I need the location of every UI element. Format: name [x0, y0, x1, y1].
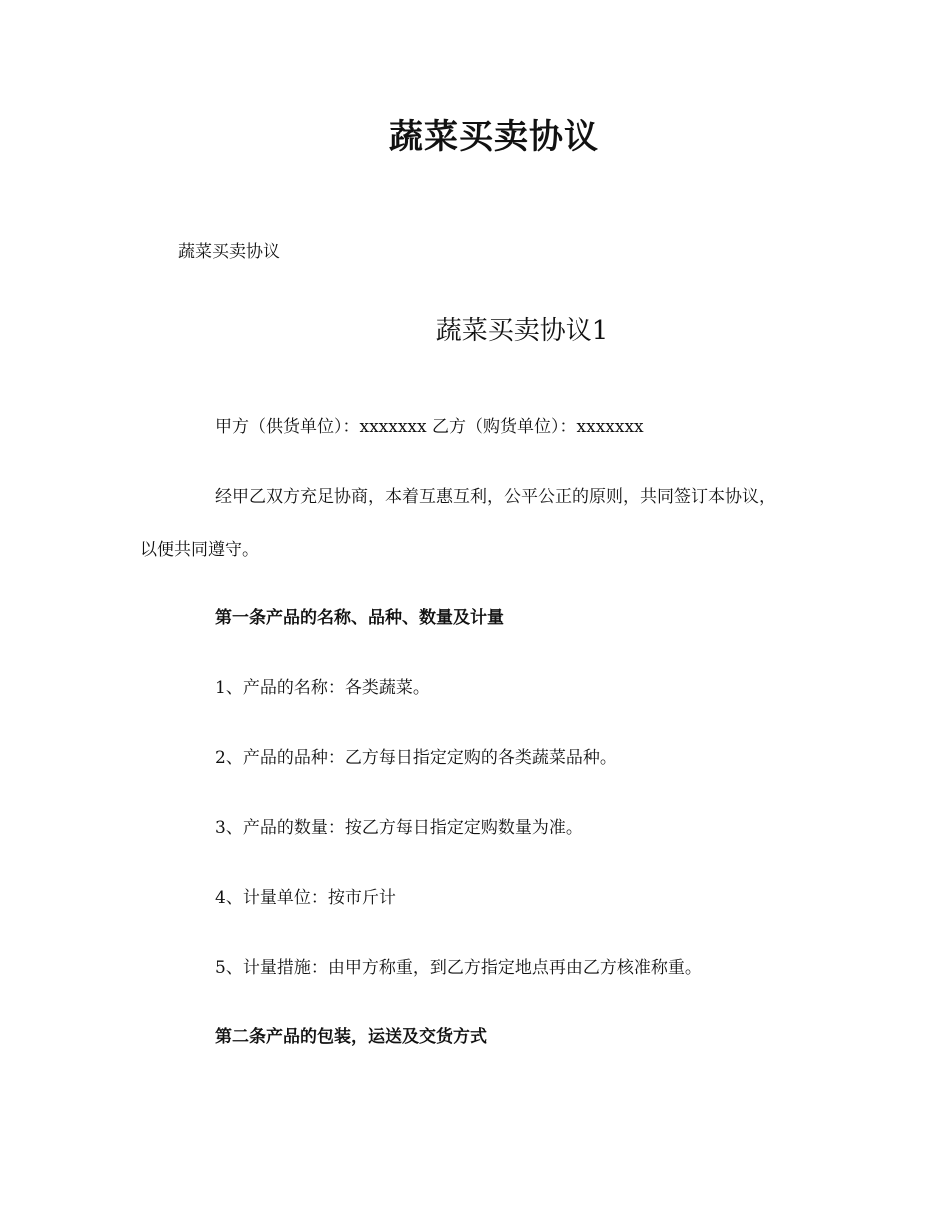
header-note: 蔬菜买卖协议 — [178, 242, 280, 262]
article-1-item: 2、产品的品种：乙方每日指定定购的各类蔬菜品种。 — [215, 748, 617, 768]
document-subtitle: 蔬菜买卖协议1 — [435, 316, 609, 346]
document-title: 蔬菜买卖协议 — [389, 117, 599, 157]
article-1-item: 3、产品的数量：按乙方每日指定定购数量为准。 — [215, 818, 583, 838]
article-1-heading: 第一条产品的名称、品种、数量及计量 — [215, 608, 504, 628]
preamble-line-2: 以便共同遵守。 — [140, 540, 259, 560]
article-2-heading: 第二条产品的包装，运送及交货方式 — [215, 1027, 487, 1047]
preamble-line-1: 经甲乙双方充足协商，本着互惠互利，公平公正的原则，共同签订本协议， — [215, 487, 776, 507]
article-1-item: 5、计量措施：由甲方称重，到乙方指定地点再由乙方核准称重。 — [215, 958, 702, 978]
parties-line: 甲方（供货单位）：xxxxxxx 乙方（购货单位）：xxxxxxx — [215, 417, 644, 437]
article-1-item: 4、计量单位：按市斤计 — [215, 888, 396, 908]
article-1-item: 1、产品的名称：各类蔬菜。 — [215, 678, 430, 698]
